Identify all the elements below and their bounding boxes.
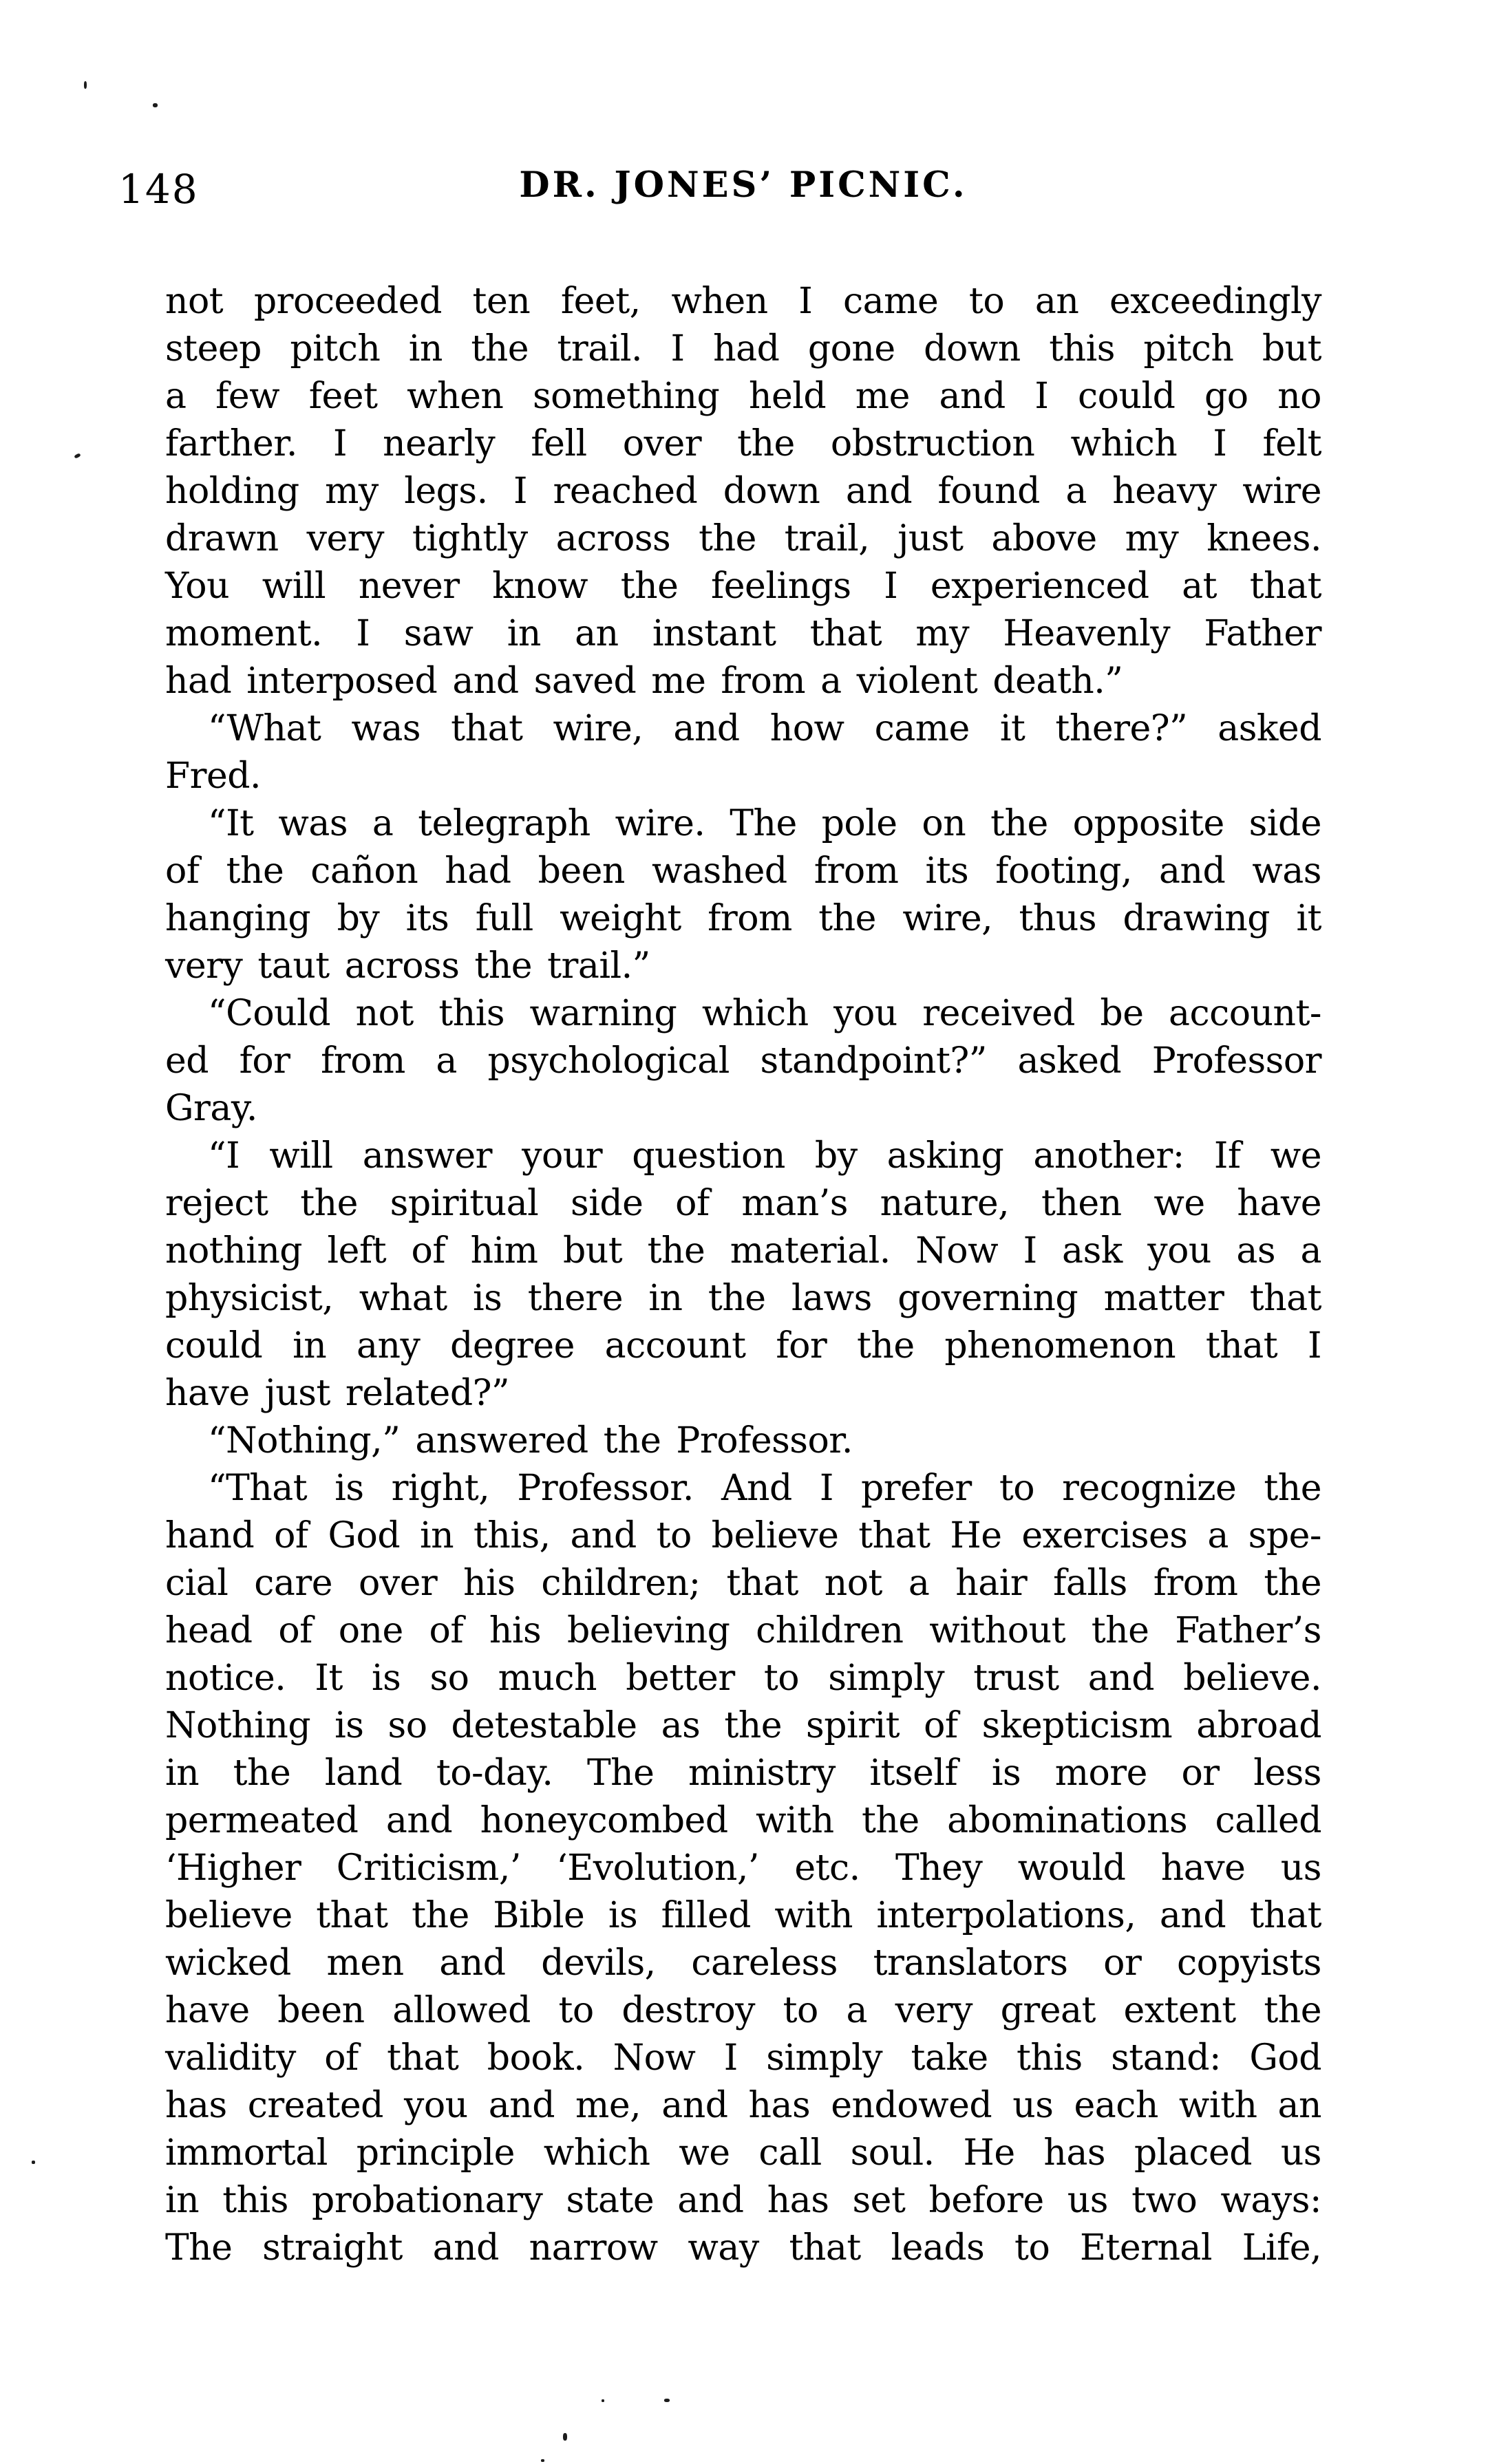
text-line: physicist, what is there in the laws governing matter that [165,1278,1321,1319]
running-title: DR. JONES’ PICNIC. [519,164,968,206]
text-line: have just related?” [165,1373,510,1414]
text-line: moment. I saw in an instant that my Heavenly Father [165,613,1321,654]
text-line: “I will answer your question by asking another: If we [208,1135,1321,1177]
scan-speck [664,2399,670,2402]
text-line: Gray. [165,1088,257,1129]
text-line: validity of that book. Now I simply take this stand: God [165,2037,1321,2079]
scan-speck [541,2459,544,2462]
text-line: very taut across the trail.” [165,945,650,987]
scan-speck [563,2433,567,2441]
scan-speck [84,81,87,89]
text-line: “It was a telegraph wire. The pole on the opposite side [208,803,1321,844]
page-number: 148 [118,166,199,213]
text-line: steep pitch in the trail. I had gone down this pitch but [165,328,1321,369]
scan-speck [74,453,81,459]
text-line: “That is right, Professor. And I prefer to recognize the [208,1468,1321,1509]
text-line: could in any degree account for the phenomenon that I [165,1325,1321,1367]
text-line: hanging by its full weight from the wire, thus drawing it [165,898,1321,939]
text-line: in this probationary state and has set before us two ways: [165,2180,1321,2221]
text-line: permeated and honeycombed with the abominations called [165,1800,1321,1841]
text-line: “Could not this warning which you received be account- [208,993,1321,1034]
text-line: Fred. [165,756,262,797]
text-line: in the land to-day. The ministry itself is more or less [165,1753,1321,1794]
text-line: The straight and narrow way that leads to Eternal Life, [165,2227,1321,2269]
text-line: ed for from a psychological standpoint?” asked Professor [165,1040,1321,1082]
text-line: nothing left of him but the material. Now I ask you as a [165,1230,1321,1272]
text-line: has created you and me, and has endowed us each with an [165,2085,1321,2126]
text-line: have been allowed to destroy to a very great extent the [165,1990,1321,2031]
text-line: a few feet when something held me and I could go no [165,376,1321,417]
text-line: Nothing is so detestable as the spirit of skepticism abroad [165,1705,1321,1746]
text-line: drawn very tightly across the trail, just above my knees. [165,518,1321,559]
text-line: believe that the Bible is filled with interpolations, and that [165,1895,1321,1936]
text-line: “Nothing,” answered the Professor. [208,1420,853,1461]
text-line: wicked men and devils, careless translators or copyists [165,1942,1321,1984]
text-line: immortal principle which we call soul. He has placed us [165,2132,1321,2174]
text-line: notice. It is so much better to simply trust and believe. [165,1658,1321,1699]
body-text [165,278,1321,2272]
text-line: reject the spiritual side of man’s nature, then we have [165,1183,1321,1224]
scan-speck [153,103,158,107]
scan-speck [602,2399,604,2402]
text-line: not proceeded ten feet, when I came to an exceedingly [165,281,1321,322]
text-line: had interposed and saved me from a violent death.” [165,661,1123,702]
text-line: farther. I nearly fell over the obstruction which I felt [165,423,1321,464]
text-line: ‘Higher Criticism,’ ‘Evolution,’ etc. They would have us [165,1847,1321,1889]
text-line: “What was that wire, and how came it there?” asked [208,708,1321,749]
text-line: of the cañon had been washed from its footing, and was [165,850,1321,892]
text-line: holding my legs. I reached down and found a heavy wire [165,471,1321,512]
text-line: hand of God in this, and to believe that He exercises a spe- [165,1515,1321,1556]
text-line: head of one of his believing children without the Father’s [165,1610,1321,1651]
text-line: You will never know the feelings I experienced at that [165,566,1321,607]
scan-speck [32,2161,35,2164]
text-line: cial care over his children; that not a hair falls from the [165,1563,1321,1604]
